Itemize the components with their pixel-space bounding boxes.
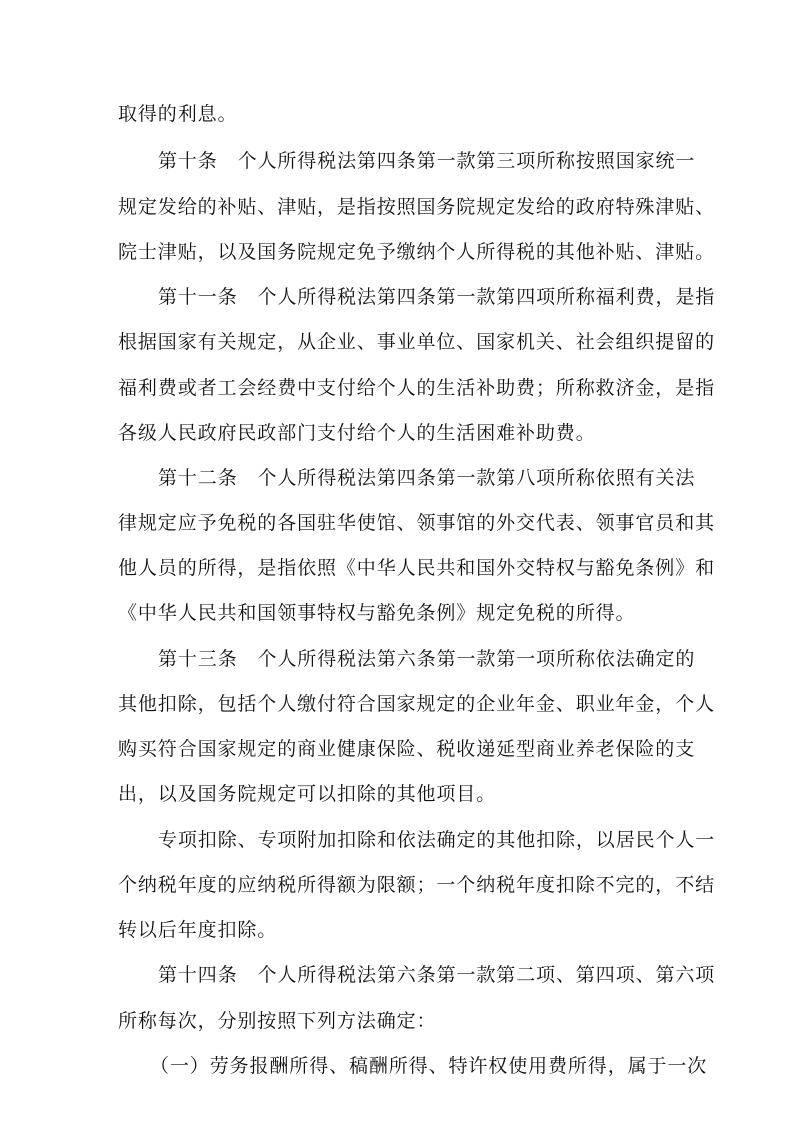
text-line: 出，以及国务院规定可以扣除的其他项目。	[118, 783, 497, 805]
text-line: 所称每次，分别按照下列方法确定：	[118, 1010, 437, 1032]
text-line: 他人员的所得，是指依照《中华人民共和国外交特权与豁免条例》和	[118, 557, 716, 579]
text-line: 第十四条 个人所得税法第六条第一款第二项、第四项、第六项	[158, 964, 716, 986]
text-line: 个纳税年度的应纳税所得额为限额；一个纳税年度扣除不完的，不结	[118, 874, 716, 896]
text-line: 律规定应予免税的各国驻华使馆、领事馆的外交代表、领事官员和其	[118, 512, 716, 534]
text-line: 《中华人民共和国领事特权与豁免条例》规定免税的所得。	[118, 602, 636, 624]
text-line: 各级人民政府民政部门支付给个人的生活困难补助费。	[118, 422, 596, 444]
text-line: 第十一条 个人所得税法第四条第一款第四项所称福利费，是指	[158, 286, 716, 308]
text-line: 第十二条 个人所得税法第四条第一款第八项所称依照有关法	[158, 467, 696, 489]
text-line: （一）劳务报酬所得、稿酬所得、特许权使用费所得，属于一次	[150, 1055, 708, 1077]
text-line: 转以后年度扣除。	[118, 919, 278, 941]
text-line: 专项扣除、专项附加扣除和依法确定的其他扣除，以居民个人一	[158, 829, 716, 851]
text-line: 其他扣除，包括个人缴付符合国家规定的企业年金、职业年金，个人	[118, 693, 716, 715]
text-line: 取得的利息。	[118, 103, 238, 125]
text-line: 规定发给的补贴、津贴，是指按照国务院规定发给的政府特殊津贴、	[118, 196, 716, 218]
text-line: 根据国家有关规定，从企业、事业单位、国家机关、社会组织提留的	[118, 331, 716, 353]
text-line: 第十条 个人所得税法第四条第一款第三项所称按照国家统一	[158, 150, 696, 172]
text-line: 第十三条 个人所得税法第六条第一款第一项所称依法确定的	[158, 648, 696, 670]
text-line: 福利费或者工会经费中支付给个人的生活补助费；所称救济金，是指	[118, 377, 716, 399]
text-line: 购买符合国家规定的商业健康保险、税收递延型商业养老保险的支	[118, 738, 696, 760]
text-line: 院士津贴，以及国务院规定免予缴纳个人所得税的其他补贴、津贴。	[118, 241, 716, 263]
